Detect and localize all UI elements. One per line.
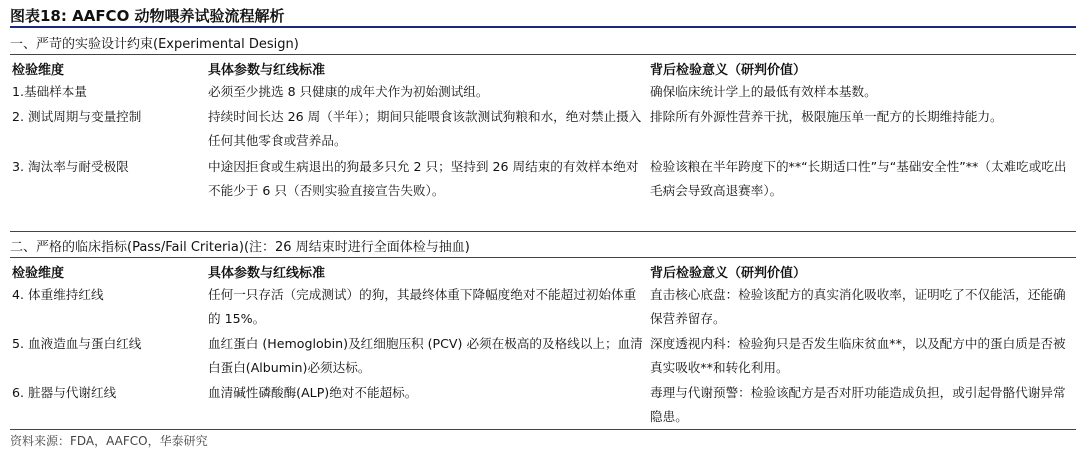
bottom-rule xyxy=(10,429,1076,430)
s2-row1-standard: 任何一只存活（完成测试）的狗，其最终体重下降幅度绝对不能超过初始体重的 15%。 xyxy=(208,287,637,326)
section-2-rule xyxy=(10,257,1076,258)
source-note: 资料来源：FDA，AAFCO，华泰研究 xyxy=(10,434,208,448)
section-2-header-standard: 具体参数与红线标准 xyxy=(208,266,326,281)
section-2-header-meaning: 背后检验意义（研判价值） xyxy=(650,266,807,281)
s1-row2-dimension: 2. 测试周期与变量控制 xyxy=(12,109,142,124)
s1-row1-dimension: 1.基础样本量 xyxy=(12,84,87,99)
section-1-header-meaning: 背后检验意义（研判价值） xyxy=(650,63,807,78)
section-2-title: 二、严格的临床指标(Pass/Fail Criteria)(注：26 周结束时进行全面体检与抽血) xyxy=(10,240,470,255)
s2-row2-meaning: 深度透视内科：检验狗只是否发生临床贫血**，以及配方中的蛋白质是否被真实吸收**和转化利用。 xyxy=(650,336,1066,375)
s2-row3-standard: 血清碱性磷酸酶(ALP)绝对不能超标。 xyxy=(208,385,418,400)
s1-row3-standard: 中途因拒食或生病退出的狗最多只允 2 只；坚持到 26 周结束的有效样本绝对不能少于 6 只（否则实验直接宣告失败）。 xyxy=(208,159,639,198)
s1-row3-dimension: 3. 淘汰率与耐受极限 xyxy=(12,159,129,174)
section-1-title: 一、严苛的实验设计约束(Experimental Design) xyxy=(10,37,299,52)
section-1-header-dimension: 检验维度 xyxy=(12,63,65,78)
section-2-header-dimension: 检验维度 xyxy=(12,266,65,281)
section-1-header-standard: 具体参数与红线标准 xyxy=(208,63,326,78)
s2-row1-dimension: 4. 体重维持红线 xyxy=(12,287,104,302)
s2-row2-standard: 血红蛋白 (Hemoglobin)及红细胞压积 (PCV) 必须在极高的及格线以上；血清白蛋白(Albumin)必须达标。 xyxy=(208,336,643,375)
s2-row3-dimension: 6. 脏器与代谢红线 xyxy=(12,385,117,400)
figure-title: 图表18: AAFCO 动物喂养试验流程解析 xyxy=(10,7,285,25)
s2-row1-meaning: 直击核心底盘：检验该配方的真实消化吸收率，证明吃了不仅能活，还能确保营养留存。 xyxy=(650,287,1066,326)
section-2-top-rule xyxy=(10,231,1076,232)
title-rule xyxy=(10,26,1076,28)
section-1-rule xyxy=(10,54,1076,55)
s1-row2-meaning: 排除所有外源性营养干扰，极限施压单一配方的长期维持能力。 xyxy=(650,109,1003,124)
s1-row2-standard: 持续时间长达 26 周（半年）；期间只能喂食该款测试狗粮和水，绝对禁止摄入任何其他零食或营养品。 xyxy=(208,109,642,148)
s2-row2-dimension: 5. 血液造血与蛋白红线 xyxy=(12,336,142,351)
s1-row1-meaning: 确保临床统计学上的最低有效样本基数。 xyxy=(650,84,877,99)
s1-row1-standard: 必须至少挑选 8 只健康的成年犬作为初始测试组。 xyxy=(208,84,489,99)
s1-row3-meaning: 检验该粮在半年跨度下的**“长期适口性”与“基础安全性”**（太难吃或吃出毛病会导致高退赛率）。 xyxy=(650,159,1067,198)
s2-row3-meaning: 毒理与代谢预警：检验该配方是否对肝功能造成负担，或引起骨骼代谢异常隐患。 xyxy=(650,385,1066,424)
